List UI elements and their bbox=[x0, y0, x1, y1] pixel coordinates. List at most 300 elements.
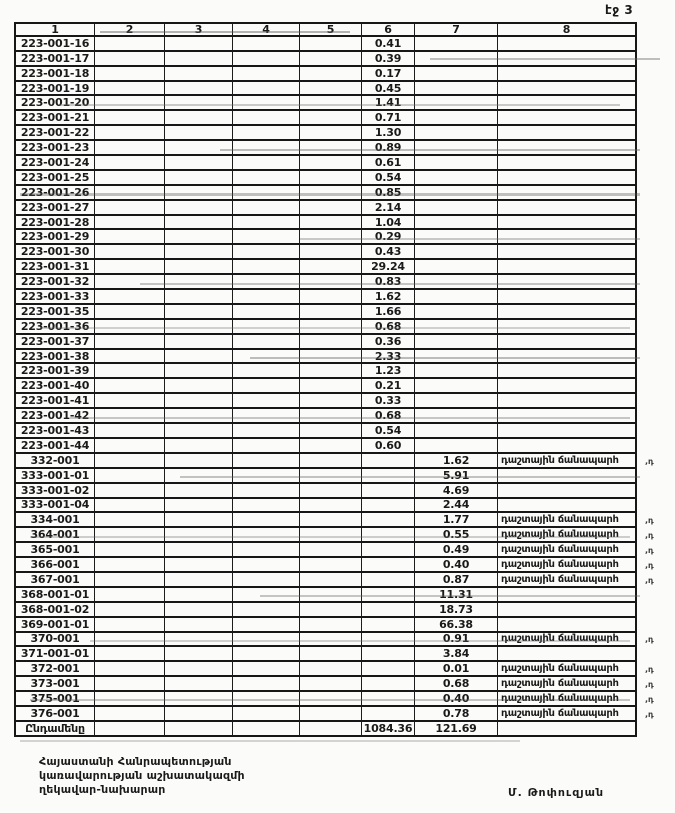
road-type-cell bbox=[498, 603, 637, 618]
road-type-cell bbox=[498, 156, 637, 171]
empty-cell bbox=[300, 469, 362, 484]
area-col6-cell bbox=[362, 588, 415, 603]
empty-cell bbox=[95, 111, 165, 126]
area-col7-cell: 3.84 bbox=[415, 647, 498, 662]
empty-cell bbox=[233, 409, 300, 424]
area-col6-cell: 2.33 bbox=[362, 350, 415, 365]
road-type-cell bbox=[498, 275, 637, 290]
issuer-line-1: Հայաստանի Հանրապետության bbox=[39, 755, 232, 768]
road-type-cell bbox=[498, 409, 637, 424]
empty-cell bbox=[95, 558, 165, 573]
road-type-cell bbox=[498, 484, 637, 499]
empty-cell bbox=[165, 588, 233, 603]
area-col6-cell bbox=[362, 677, 415, 692]
row-code-cell: 223-001-22 bbox=[14, 126, 95, 141]
margin-mark bbox=[637, 350, 671, 365]
area-col6-cell: 0.68 bbox=[362, 409, 415, 424]
road-type-cell bbox=[498, 141, 637, 156]
area-col7-cell bbox=[415, 439, 498, 454]
empty-cell bbox=[95, 543, 165, 558]
margin-mark bbox=[637, 52, 671, 67]
row-code-cell: 223-001-23 bbox=[14, 141, 95, 156]
road-type-cell bbox=[498, 469, 637, 484]
empty-cell bbox=[300, 260, 362, 275]
road-type-cell bbox=[498, 364, 637, 379]
road-type-cell: դաշտային ճանապարհ bbox=[498, 662, 637, 677]
empty-cell bbox=[165, 484, 233, 499]
area-col6-cell bbox=[362, 528, 415, 543]
area-col6-cell: 1.62 bbox=[362, 290, 415, 305]
empty-cell bbox=[95, 692, 165, 707]
empty-cell bbox=[300, 126, 362, 141]
empty-cell bbox=[233, 439, 300, 454]
empty-cell bbox=[233, 618, 300, 633]
empty-cell bbox=[95, 201, 165, 216]
column-header-4: 4 bbox=[233, 22, 300, 37]
area-col6-cell: 0.45 bbox=[362, 82, 415, 97]
area-col7-cell bbox=[415, 305, 498, 320]
area-col7-cell bbox=[415, 230, 498, 245]
empty-cell bbox=[165, 633, 233, 648]
margin-mark bbox=[637, 379, 671, 394]
margin-mark: ,դ bbox=[645, 516, 654, 526]
row-code-cell: 373-001 bbox=[14, 677, 95, 692]
margin-mark bbox=[637, 647, 671, 662]
signatory-name: Մ. Թոփուզյան bbox=[508, 786, 605, 799]
empty-cell bbox=[165, 394, 233, 409]
empty-cell bbox=[300, 573, 362, 588]
row-code-cell: 223-001-44 bbox=[14, 439, 95, 454]
row-code-cell: 370-001 bbox=[14, 633, 95, 648]
empty-cell bbox=[165, 275, 233, 290]
area-col6-cell bbox=[362, 618, 415, 633]
margin-mark bbox=[637, 82, 671, 97]
row-code-cell: 223-001-37 bbox=[14, 335, 95, 350]
empty-cell bbox=[233, 469, 300, 484]
empty-cell bbox=[95, 409, 165, 424]
empty-cell bbox=[300, 409, 362, 424]
margin-mark bbox=[637, 96, 671, 111]
empty-cell bbox=[233, 126, 300, 141]
area-col7-cell: 0.49 bbox=[415, 543, 498, 558]
area-col7-cell bbox=[415, 82, 498, 97]
road-type-cell: դաշտային ճանապարհ bbox=[498, 707, 637, 722]
area-col6-cell: 0.89 bbox=[362, 141, 415, 156]
empty-cell bbox=[95, 335, 165, 350]
margin-mark bbox=[637, 141, 671, 156]
row-code-cell: 223-001-32 bbox=[14, 275, 95, 290]
row-code-cell: 223-001-19 bbox=[14, 82, 95, 97]
row-code-cell: 376-001 bbox=[14, 707, 95, 722]
empty-cell bbox=[165, 141, 233, 156]
empty-cell bbox=[233, 67, 300, 82]
empty-cell bbox=[300, 111, 362, 126]
empty-cell bbox=[300, 558, 362, 573]
road-type-cell bbox=[498, 82, 637, 97]
empty-cell bbox=[233, 201, 300, 216]
empty-cell bbox=[300, 335, 362, 350]
area-col6-cell: 0.17 bbox=[362, 67, 415, 82]
row-code-cell: 369-001-01 bbox=[14, 618, 95, 633]
empty-cell bbox=[300, 275, 362, 290]
row-code-cell: 223-001-36 bbox=[14, 320, 95, 335]
row-code-cell: 333-001-02 bbox=[14, 484, 95, 499]
empty-cell bbox=[165, 528, 233, 543]
empty-cell bbox=[165, 618, 233, 633]
column-header-1: 1 bbox=[14, 22, 95, 37]
area-col7-cell bbox=[415, 171, 498, 186]
area-col6-cell bbox=[362, 484, 415, 499]
area-col6-cell: 0.71 bbox=[362, 111, 415, 126]
empty-cell bbox=[95, 588, 165, 603]
row-code-cell: 223-001-21 bbox=[14, 111, 95, 126]
area-col6-cell bbox=[362, 454, 415, 469]
empty-cell bbox=[95, 156, 165, 171]
empty-cell bbox=[233, 573, 300, 588]
empty-cell bbox=[165, 111, 233, 126]
row-code-cell: 367-001 bbox=[14, 573, 95, 588]
empty-cell bbox=[95, 379, 165, 394]
empty-cell bbox=[300, 424, 362, 439]
road-type-cell bbox=[498, 424, 637, 439]
empty-cell bbox=[300, 171, 362, 186]
area-col6-cell bbox=[362, 633, 415, 648]
empty-cell bbox=[300, 186, 362, 201]
row-code-cell: 223-001-40 bbox=[14, 379, 95, 394]
empty-cell bbox=[233, 722, 300, 737]
area-col7-cell bbox=[415, 409, 498, 424]
area-col6-cell bbox=[362, 513, 415, 528]
row-code-cell: 223-001-28 bbox=[14, 216, 95, 231]
empty-cell bbox=[165, 186, 233, 201]
empty-cell bbox=[300, 633, 362, 648]
column-header-5: 5 bbox=[300, 22, 362, 37]
empty-cell bbox=[300, 230, 362, 245]
empty-cell bbox=[300, 96, 362, 111]
empty-cell bbox=[233, 245, 300, 260]
empty-cell bbox=[95, 126, 165, 141]
margin-mark bbox=[637, 171, 671, 186]
area-col7-cell bbox=[415, 290, 498, 305]
margin-mark bbox=[637, 484, 671, 499]
empty-cell bbox=[233, 52, 300, 67]
margin-mark: ,դ bbox=[645, 456, 654, 466]
road-type-cell bbox=[498, 201, 637, 216]
empty-cell bbox=[95, 484, 165, 499]
total-col6-cell: 1084.36 bbox=[362, 722, 415, 737]
area-col7-cell: 5.91 bbox=[415, 469, 498, 484]
page-number-label: էջ 3 bbox=[605, 3, 634, 17]
empty-cell bbox=[95, 454, 165, 469]
area-col6-cell: 0.43 bbox=[362, 245, 415, 260]
area-col6-cell: 1.30 bbox=[362, 126, 415, 141]
empty-cell bbox=[233, 111, 300, 126]
road-type-cell bbox=[498, 260, 637, 275]
row-code-cell: 368-001-01 bbox=[14, 588, 95, 603]
empty-cell bbox=[95, 633, 165, 648]
empty-cell bbox=[300, 513, 362, 528]
empty-cell bbox=[95, 171, 165, 186]
area-col6-cell bbox=[362, 603, 415, 618]
empty-cell bbox=[233, 677, 300, 692]
empty-cell bbox=[95, 67, 165, 82]
empty-cell bbox=[233, 82, 300, 97]
empty-cell bbox=[300, 603, 362, 618]
margin-mark bbox=[637, 588, 671, 603]
area-col7-cell: 4.69 bbox=[415, 484, 498, 499]
empty-cell bbox=[165, 156, 233, 171]
empty-cell bbox=[165, 692, 233, 707]
margin-mark bbox=[637, 469, 671, 484]
empty-cell bbox=[233, 394, 300, 409]
margin-mark bbox=[637, 245, 671, 260]
area-col6-cell bbox=[362, 558, 415, 573]
empty-cell bbox=[300, 379, 362, 394]
empty-cell bbox=[233, 216, 300, 231]
cadastral-table bbox=[14, 22, 671, 737]
empty-cell bbox=[233, 513, 300, 528]
empty-cell bbox=[233, 364, 300, 379]
row-code-cell: 364-001 bbox=[14, 528, 95, 543]
empty-cell bbox=[165, 454, 233, 469]
row-code-cell: 223-001-30 bbox=[14, 245, 95, 260]
empty-cell bbox=[300, 37, 362, 52]
column-header-7: 7 bbox=[415, 22, 498, 37]
road-type-cell bbox=[498, 52, 637, 67]
road-type-cell bbox=[498, 216, 637, 231]
empty-cell bbox=[233, 335, 300, 350]
row-code-cell: 375-001 bbox=[14, 692, 95, 707]
empty-cell bbox=[95, 52, 165, 67]
margin-mark bbox=[637, 260, 671, 275]
empty-cell bbox=[300, 692, 362, 707]
area-col7-cell bbox=[415, 186, 498, 201]
margin-mark bbox=[637, 186, 671, 201]
empty-cell bbox=[300, 201, 362, 216]
empty-cell bbox=[95, 499, 165, 514]
empty-cell bbox=[300, 245, 362, 260]
road-type-cell bbox=[498, 499, 637, 514]
area-col7-cell bbox=[415, 335, 498, 350]
scan-streak bbox=[20, 740, 520, 742]
road-type-cell: դաշտային ճանապարհ bbox=[498, 513, 637, 528]
row-code-cell: 372-001 bbox=[14, 662, 95, 677]
empty-cell bbox=[233, 707, 300, 722]
area-col6-cell: 29.24 bbox=[362, 260, 415, 275]
empty-cell bbox=[233, 528, 300, 543]
margin-spacer bbox=[637, 722, 671, 737]
empty-cell bbox=[233, 647, 300, 662]
area-col7-cell: 0.78 bbox=[415, 707, 498, 722]
row-code-cell: 368-001-02 bbox=[14, 603, 95, 618]
road-type-cell: դաշտային ճանապարհ bbox=[498, 633, 637, 648]
road-type-cell: դաշտային ճանապարհ bbox=[498, 543, 637, 558]
area-col7-cell: 0.68 bbox=[415, 677, 498, 692]
empty-cell bbox=[95, 37, 165, 52]
row-code-cell: 223-001-38 bbox=[14, 350, 95, 365]
empty-cell bbox=[233, 141, 300, 156]
road-type-cell bbox=[498, 171, 637, 186]
road-type-cell bbox=[498, 186, 637, 201]
column-header-8: 8 bbox=[498, 22, 637, 37]
empty-cell bbox=[300, 439, 362, 454]
row-code-cell: 223-001-35 bbox=[14, 305, 95, 320]
empty-cell bbox=[165, 543, 233, 558]
empty-cell bbox=[233, 230, 300, 245]
empty-cell bbox=[233, 379, 300, 394]
road-type-cell: դաշտային ճանապարհ bbox=[498, 692, 637, 707]
margin-mark: ,դ bbox=[645, 635, 654, 645]
empty-cell bbox=[165, 647, 233, 662]
empty-cell bbox=[233, 424, 300, 439]
margin-mark bbox=[637, 156, 671, 171]
margin-mark bbox=[637, 126, 671, 141]
row-code-cell: 333-001-01 bbox=[14, 469, 95, 484]
margin-mark bbox=[637, 320, 671, 335]
road-type-cell bbox=[498, 37, 637, 52]
empty-cell bbox=[165, 424, 233, 439]
empty-cell bbox=[165, 260, 233, 275]
empty-cell bbox=[300, 394, 362, 409]
empty-cell bbox=[95, 320, 165, 335]
empty-cell bbox=[233, 186, 300, 201]
empty-cell bbox=[165, 67, 233, 82]
road-type-cell bbox=[498, 350, 637, 365]
road-type-cell bbox=[498, 126, 637, 141]
empty-cell bbox=[300, 364, 362, 379]
margin-mark: ,դ bbox=[645, 531, 654, 541]
empty-cell bbox=[95, 573, 165, 588]
empty-cell bbox=[233, 320, 300, 335]
margin-mark: ,դ bbox=[645, 680, 654, 690]
row-code-cell: 334-001 bbox=[14, 513, 95, 528]
row-code-cell: 366-001 bbox=[14, 558, 95, 573]
area-col6-cell bbox=[362, 662, 415, 677]
road-type-cell: դաշտային ճանապարհ bbox=[498, 454, 637, 469]
margin-mark bbox=[637, 67, 671, 82]
row-code-cell: 365-001 bbox=[14, 543, 95, 558]
margin-mark bbox=[637, 603, 671, 618]
area-col6-cell: 0.85 bbox=[362, 186, 415, 201]
row-code-cell: 223-001-16 bbox=[14, 37, 95, 52]
row-code-cell: 332-001 bbox=[14, 454, 95, 469]
area-col7-cell: 11.31 bbox=[415, 588, 498, 603]
empty-cell bbox=[233, 499, 300, 514]
empty-cell bbox=[233, 603, 300, 618]
area-col7-cell: 0.55 bbox=[415, 528, 498, 543]
area-col7-cell bbox=[415, 126, 498, 141]
total-label-cell: Ընդամենը bbox=[14, 722, 95, 737]
area-col6-cell bbox=[362, 692, 415, 707]
empty-cell bbox=[300, 216, 362, 231]
margin-mark bbox=[637, 201, 671, 216]
empty-cell bbox=[165, 37, 233, 52]
empty-cell bbox=[95, 230, 165, 245]
empty-cell bbox=[300, 722, 362, 737]
empty-cell bbox=[300, 290, 362, 305]
column-header-2: 2 bbox=[95, 22, 165, 37]
empty-cell bbox=[165, 82, 233, 97]
road-type-cell bbox=[498, 647, 637, 662]
row-code-cell: 223-001-17 bbox=[14, 52, 95, 67]
area-col7-cell bbox=[415, 364, 498, 379]
row-code-cell: 223-001-24 bbox=[14, 156, 95, 171]
road-type-cell bbox=[498, 335, 637, 350]
empty-cell bbox=[165, 52, 233, 67]
margin-mark bbox=[637, 111, 671, 126]
empty-cell bbox=[165, 305, 233, 320]
empty-cell bbox=[95, 647, 165, 662]
area-col7-cell bbox=[415, 201, 498, 216]
area-col6-cell: 0.54 bbox=[362, 424, 415, 439]
empty-cell bbox=[95, 662, 165, 677]
empty-cell bbox=[300, 320, 362, 335]
area-col7-cell bbox=[415, 424, 498, 439]
empty-cell bbox=[165, 126, 233, 141]
empty-cell bbox=[300, 662, 362, 677]
area-col6-cell bbox=[362, 573, 415, 588]
road-type-cell: դաշտային ճանապարհ bbox=[498, 573, 637, 588]
area-col7-cell: 0.87 bbox=[415, 573, 498, 588]
row-code-cell: 223-001-18 bbox=[14, 67, 95, 82]
empty-cell bbox=[233, 662, 300, 677]
row-code-cell: 223-001-39 bbox=[14, 364, 95, 379]
area-col6-cell bbox=[362, 499, 415, 514]
margin-mark bbox=[637, 394, 671, 409]
empty-cell bbox=[95, 275, 165, 290]
empty-cell bbox=[300, 156, 362, 171]
area-col6-cell: 0.29 bbox=[362, 230, 415, 245]
empty-cell bbox=[300, 588, 362, 603]
area-col7-cell: 18.73 bbox=[415, 603, 498, 618]
row-code-cell: 223-001-42 bbox=[14, 409, 95, 424]
road-type-cell bbox=[498, 439, 637, 454]
empty-cell bbox=[300, 484, 362, 499]
road-type-cell bbox=[498, 230, 637, 245]
empty-cell bbox=[165, 364, 233, 379]
empty-cell bbox=[233, 350, 300, 365]
area-col7-cell: 1.62 bbox=[415, 454, 498, 469]
empty-cell bbox=[300, 499, 362, 514]
area-col6-cell: 0.41 bbox=[362, 37, 415, 52]
margin-mark bbox=[637, 275, 671, 290]
empty-cell bbox=[165, 513, 233, 528]
area-col7-cell: 66.38 bbox=[415, 618, 498, 633]
area-col7-cell bbox=[415, 320, 498, 335]
empty-cell bbox=[300, 707, 362, 722]
empty-cell bbox=[165, 409, 233, 424]
empty-cell bbox=[300, 647, 362, 662]
empty-cell bbox=[300, 677, 362, 692]
area-col7-cell bbox=[415, 216, 498, 231]
empty-cell bbox=[95, 186, 165, 201]
area-col6-cell: 1.23 bbox=[362, 364, 415, 379]
road-type-cell bbox=[498, 588, 637, 603]
empty-cell bbox=[95, 439, 165, 454]
area-col7-cell bbox=[415, 275, 498, 290]
area-col6-cell: 0.21 bbox=[362, 379, 415, 394]
empty-cell bbox=[233, 454, 300, 469]
issuer-block bbox=[39, 755, 245, 797]
row-code-cell: 223-001-20 bbox=[14, 96, 95, 111]
area-col7-cell: 0.40 bbox=[415, 692, 498, 707]
margin-mark bbox=[637, 499, 671, 514]
empty-cell bbox=[95, 618, 165, 633]
area-col7-cell bbox=[415, 96, 498, 111]
empty-cell bbox=[233, 558, 300, 573]
empty-cell bbox=[165, 96, 233, 111]
empty-cell bbox=[165, 603, 233, 618]
